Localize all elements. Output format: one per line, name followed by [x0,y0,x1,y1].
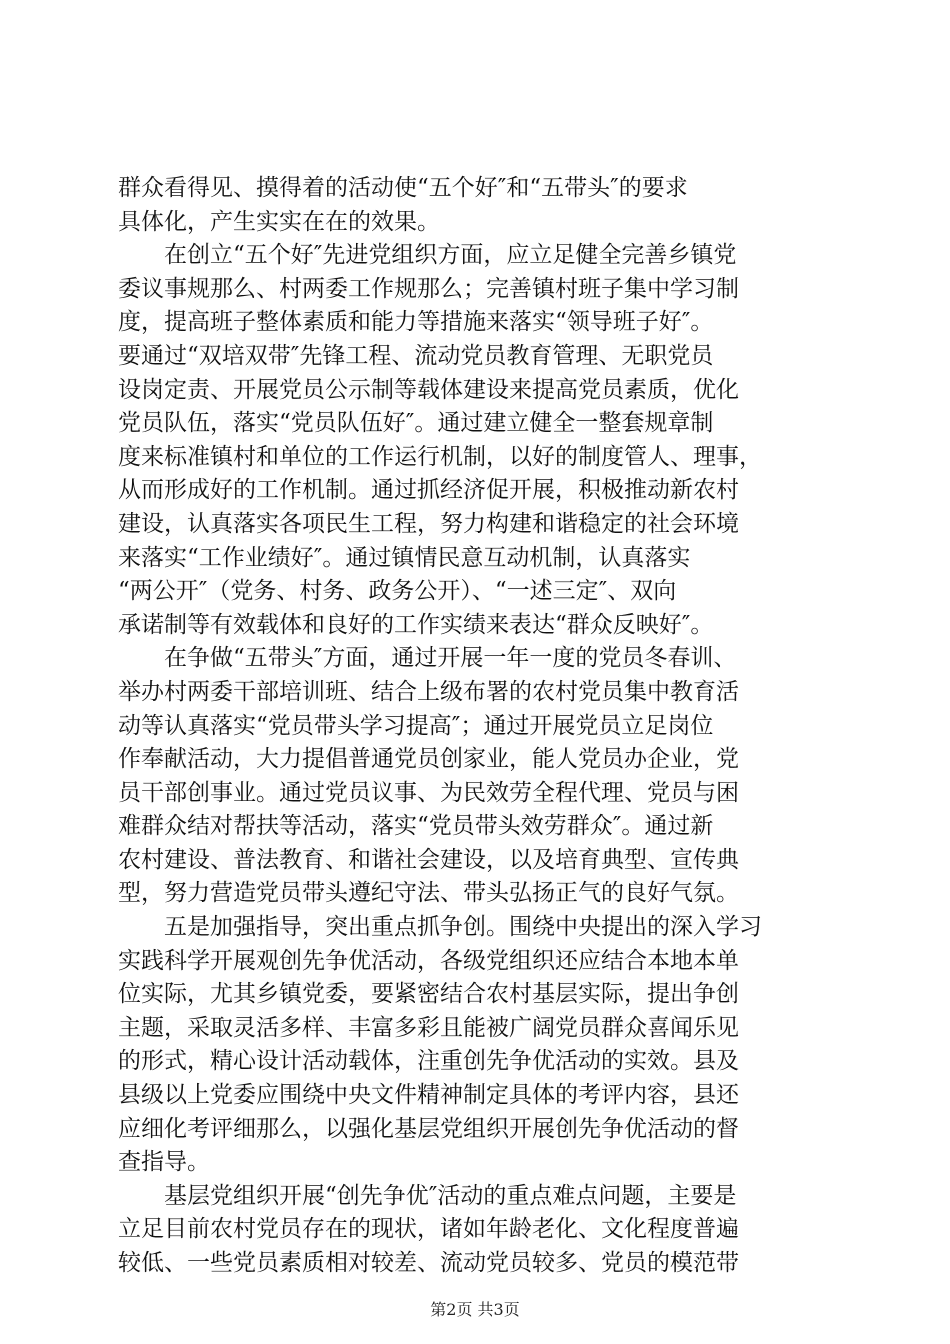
document-body [118,172,834,1281]
text-line: 建设，认真落实各项民生工程，努力构建和谐稳定的社会环境 [118,510,739,537]
text-line: 要通过“双培双带″先锋工程、流动党员教育管理、无职党员 [118,342,714,369]
text-line: 基层党组织开展“创先争优″活动的重点难点问题，主要是 [164,1182,737,1209]
text-line: 立足目前农村党员存在的现状，诸如年龄老化、文化程度普遍 [118,1216,739,1243]
text-line: 农村建设、普法教育、和谐社会建设，以及培育典型、宣传典 [118,846,739,873]
text-line: 查指导。 [118,1149,210,1176]
text-line: 难群众结对帮扶等活动，落实“党员带头效劳群众″。通过新 [118,813,714,840]
text-line: 度来标准镇村和单位的工作运行机制，以好的制度管人、理事， [118,443,762,470]
text-line: 具体化，产生实实在在的效果。 [118,208,440,235]
page-number-footer: 第2页 共3页 [430,1300,520,1319]
text-line: 位实际，尤其乡镇党委，要紧密结合农村基层实际，提出争创 [118,981,739,1008]
text-line: 较低、一些党员素质相对较差、流动党员较多、党员的模范带 [118,1250,739,1276]
text-line: 五是加强指导，突出重点抓争创。围绕中央提出的深入学习 [164,914,762,941]
text-line: 动等认真落实“党员带头学习提高″；通过开展党员立足岗位 [118,712,714,739]
text-line: 来落实“工作业绩好″。通过镇情民意互动机制，认真落实 [118,544,691,571]
text-line: 承诺制等有效载体和良好的工作实绩来表达“群众反映好″。 [118,611,714,638]
text-line: 作奉献活动，大力提倡普通党员创家业，能人党员办企业，党 [118,746,739,773]
text-line: 县级以上党委应围绕中央文件精神制定具体的考评内容，县还 [118,1082,739,1109]
text-line: 党员队伍，落实“党员队伍好″。通过建立健全一整套规章制 [118,410,714,437]
text-line: 主题，采取灵活多样、丰富多彩且能被广阔党员群众喜闻乐见 [118,1014,739,1041]
text-line: 委议事规那么、村两委工作规那么；完善镇村班子集中学习制 [118,275,739,302]
text-line: 员干部创事业。通过党员议事、为民效劳全程代理、党员与困 [118,779,739,806]
text-line: 应细化考评细那么，以强化基层党组织开展创先争优活动的督 [118,1115,739,1142]
text-line: 举办村两委干部培训班、结合上级布署的农村党员集中教育活 [118,678,739,705]
text-line: 在创立“五个好″先进党组织方面，应立足健全完善乡镇党 [164,242,737,269]
text-line: 设岗定责、开展党员公示制等载体建设来提高党员素质，优化 [118,376,739,403]
text-line: 度，提高班子整体素质和能力等措施来落实“领导班子好″。 [118,309,714,336]
text-line: 从而形成好的工作机制。通过抓经济促开展，积极推动新农村 [118,477,739,504]
text-line: 实践科学开展观创先争优活动，各级党组织还应结合本地本单 [118,947,739,974]
text-line: 群众看得见、摸得着的活动使“五个好″和“五带头″的要求 [118,175,688,201]
text-line: 型，努力营造党员带头遵纪守法、带头弘扬正气的良好气氛。 [118,880,739,907]
text-line: “两公开″（党务、村务、政务公开）、“一述三定″、双向 [118,578,677,605]
text-line: 在争做“五带头″方面，通过开展一年一度的党员冬春训、 [164,645,737,672]
text-line: 的形式，精心设计活动载体，注重创先争优活动的实效。县及 [118,1048,739,1075]
